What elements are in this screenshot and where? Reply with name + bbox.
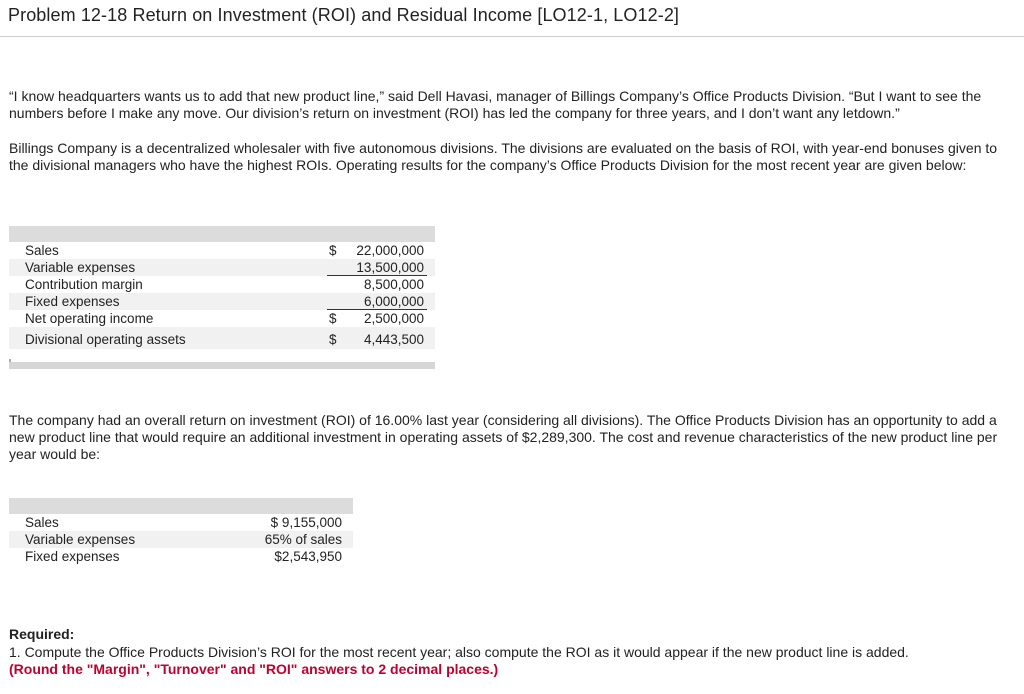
row-amount: 4,443,500 (363, 332, 424, 347)
table-row (9, 276, 435, 293)
row-amount: $2,543,950 (274, 549, 342, 564)
row-label: Sales (25, 243, 59, 258)
table-row (9, 259, 435, 276)
row-label: Fixed expenses (25, 549, 120, 564)
row-amount: 22,000,000 (356, 243, 424, 258)
table-row (9, 242, 435, 259)
table-header-band (9, 498, 353, 514)
required-item-1 (9, 644, 1019, 678)
row-amount: 8,500,000 (363, 277, 424, 292)
title-divider (0, 36, 1024, 37)
row-label: Contribution margin (25, 277, 143, 292)
table-bottom-spacer (9, 565, 353, 573)
overall-roi-paragraph: The company had an overall return on investment (ROI) of 16.00% last year (considering all divisions). The Office Products Division has an opportunity to add a new product line that would require an additional investment in operating assets of $2,289,300. The cost and revenue characteristics of the new product line per year would be: (9, 412, 998, 462)
required-heading: Required: (9, 626, 75, 642)
table-row (9, 293, 435, 310)
rounding-note: (Round the "Margin", "Turnover" and "ROI" answers to 2 decimal places.) (9, 661, 499, 677)
operating-results-table (9, 226, 435, 349)
row-label: Variable expenses (25, 532, 136, 547)
table-row (9, 531, 353, 548)
row-label: Sales (25, 515, 59, 530)
row-amount: 6,000,000 (363, 294, 424, 309)
row-amount: 2,500,000 (363, 311, 424, 326)
row-label: Divisional operating assets (25, 332, 186, 347)
dollar-sign: $ (329, 243, 337, 258)
table-row (9, 310, 435, 327)
new-product-line-table (9, 498, 353, 573)
row-amount: $ 9,155,000 (270, 515, 342, 530)
table-row (9, 548, 353, 565)
row-label: Net operating income (25, 311, 154, 326)
row-label: Variable expenses (25, 260, 136, 275)
intro-background-paragraph: Billings Company is a decentralized wholesaler with five autonomous divisions. The divisions are evaluated on the basis of ROI, with year-end bonuses given to the divisional managers who have the highest ROIs. Operating results for the company’s Office Products Division for the most recent year are given below: (9, 140, 998, 173)
required-item-text: 1. Compute the Office Products Division’s ROI for the most recent year; also compute the ROI as it would appear if the new product line is added. (9, 644, 909, 660)
table-footer-band (9, 362, 435, 369)
dollar-sign: $ (329, 311, 337, 326)
dollar-sign: $ (329, 332, 337, 347)
row-amount: 65% of sales (264, 532, 342, 547)
table-row (9, 327, 435, 349)
table-row (9, 514, 353, 531)
row-amount: 13,500,000 (356, 260, 424, 275)
intro-quote-paragraph: “I know headquarters wants us to add that new product line,” said Dell Havasi, manager of Billings Company’s Office Products Division. “But I want to see the numbers before I make any move. Our division’s return on investment (ROI) has led the company for three years, and I don’t want any letdown.” (9, 88, 982, 121)
problem-title: Problem 12-18 Return on Investment (ROI) and Residual Income [LO12-1, LO12-2] (8, 5, 680, 25)
table-header-band (9, 226, 435, 242)
row-label: Fixed expenses (25, 294, 120, 309)
